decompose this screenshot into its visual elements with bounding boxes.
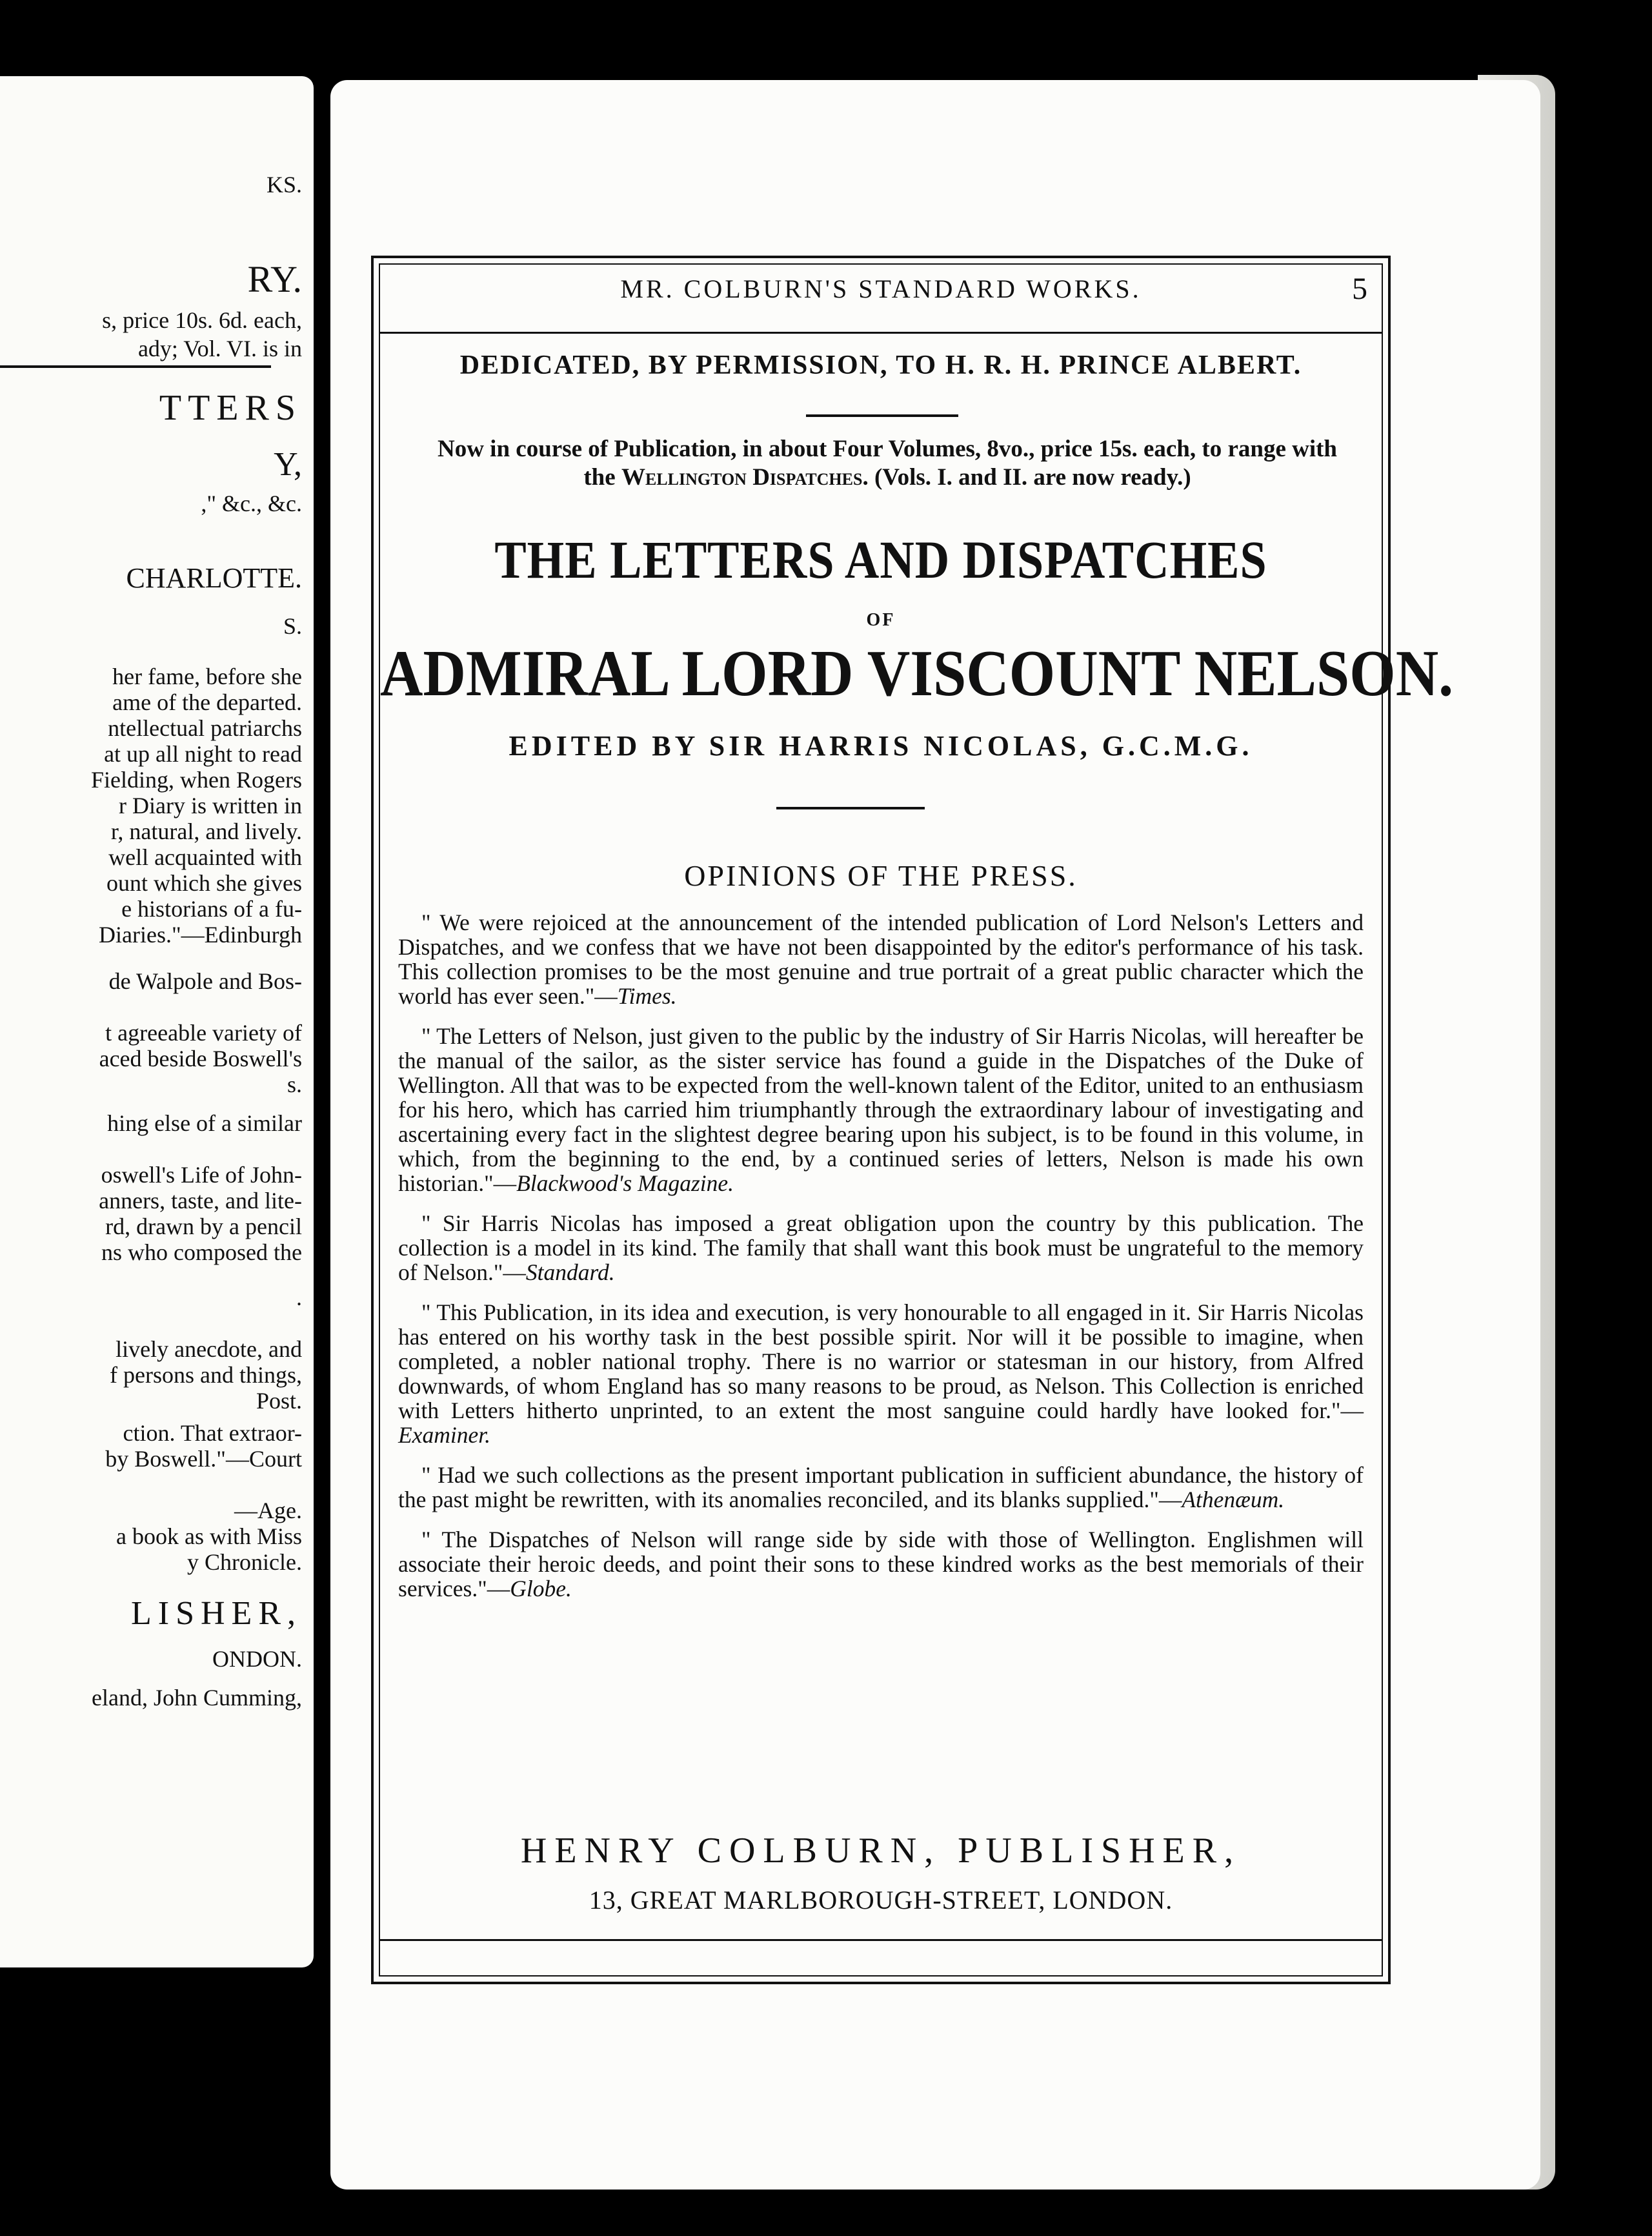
page-frame-inner [379,263,1454,1977]
bottom-rule [380,1939,1382,1941]
review-source: Globe. [510,1576,572,1601]
left-page-line: aced beside Boswell's [99,1046,302,1072]
left-page-line: e historians of a fu- [121,896,302,922]
left-page-line: eland, John Cumming, [92,1685,302,1711]
left-page-line: ady; Vol. VI. is in [137,336,302,361]
left-page-line: by Boswell."—Court [105,1446,302,1472]
review-source: Times. [617,983,677,1009]
left-page-line: —Age. [234,1498,302,1523]
left-page-line: at up all night to read [104,741,302,767]
review-examiner [398,1300,1364,1447]
review-source: Examiner. [398,1422,490,1448]
left-page-line: CHARLOTTE. [126,562,302,594]
left-page-rule [0,365,271,368]
left-page-line: s. [287,1072,302,1097]
left-page-line: hing else of a similar [107,1110,302,1136]
left-page-line: anners, taste, and lite- [99,1188,302,1214]
left-page-line: r, natural, and lively. [110,818,302,844]
review-standard [398,1211,1364,1285]
left-page-line: ONDON. [212,1646,302,1672]
divider-rule-middle [776,807,925,809]
left-page-line: a book as with Miss [116,1523,302,1549]
left-page-line: ntellectual patriarchs [108,715,302,741]
left-page-line: RY. [247,258,302,300]
book-title-line1: THE LETTERS AND DISPATCHES [494,531,1267,590]
left-page-line: t agreeable variety of [105,1020,302,1046]
review-source: Blackwood's Magazine. [516,1170,734,1196]
press-heading: OPINIONS OF THE PRESS. [684,859,1078,892]
publisher-name: HENRY COLBURN, PUBLISHER, [520,1831,1242,1871]
left-page-line: oswell's Life of John- [101,1162,302,1188]
left-page-line: Diaries."—Edinburgh [99,922,302,948]
left-page-line: her fame, before she [112,664,302,689]
review-blackwoods [398,1024,1364,1195]
left-page-line: ns who composed the [101,1239,302,1265]
editor-line: EDITED BY SIR HARRIS NICOLAS, G.C.M.G. [509,730,1253,762]
book-title-line2: ADMIRAL LORD VISCOUNT NELSON. [380,636,1454,710]
publication-note [419,435,1356,492]
publisher-address: 13, GREAT MARLBOROUGH-STREET, LONDON. [589,1885,1173,1915]
review-text: " The Dispatches of Nelson will range side by side with those of Wellington. Englishmen will associate their heroic deeds, and point their sons to these kindred works as the best memorials of their services."— [398,1527,1364,1601]
left-page-line: s, price 10s. 6d. each, [102,307,302,333]
review-text: " Had we such collections as the present important publication in sufficient abundance, the history of the past might be rewritten, with its anomalies reconciled, and its blanks supplied."— [398,1462,1364,1512]
left-page-line: Post. [256,1388,302,1414]
left-page-line: rd, drawn by a pencil [105,1214,302,1239]
left-page-line: ction. That extraor- [123,1420,302,1446]
press-reviews [398,910,1364,1616]
left-page-line: Y, [274,446,302,483]
page-frame [371,256,1454,1984]
left-page-line: r Diary is written in [119,793,302,818]
review-times [398,910,1364,1008]
left-page-line: de Walpole and Bos- [108,968,302,994]
left-page-fragment [0,76,314,1967]
left-page-line: TTERS [159,388,302,428]
left-page-line: . [296,1285,302,1310]
left-page-line: well acquainted with [108,844,302,870]
review-source: Athenæum. [1182,1487,1285,1512]
review-source: Standard. [525,1259,615,1285]
header-rule [380,332,1382,334]
left-page-line: lively anecdote, and [116,1336,302,1362]
review-athenaeum [398,1463,1364,1512]
review-text: " This Publication, in its idea and execution, is very honourable to all engaged in it. Sir Harris Nicolas has entered on his worthy task in the best possible spirit. Nor will it be possible to imagine, when completed, a nobler national trophy. There is no warrior or statesman in our history, from Alfred downwards, of whom England has so many reasons to be proud, as Nelson. This Collection is enriched with Letters hitherto unprinted, to an extent the most sanguine could hardly have looked for."— [398,1299,1364,1423]
dedication: DEDICATED, BY PERMISSION, TO H. R. H. PRINCE ALBERT. [459,351,1302,380]
review-globe [398,1527,1364,1601]
left-page-line: f persons and things, [110,1362,302,1388]
book-title-of: OF [866,610,896,630]
left-page-line: LISHER, [131,1595,302,1632]
left-page-line: ," &c., &c. [201,491,302,516]
page-number: 5 [1352,272,1367,306]
review-text: " We were rejoiced at the announcement of the intended publication of Lord Nelson's Letters and Dispatches, and we confess that we have not been disappointed by the editor's performance of his task. This collection promises to be the most genuine and true portrait of a great public character which the world has ever seen."— [398,910,1364,1009]
left-page-line: KS. [266,172,302,198]
left-page-line: S. [283,613,302,639]
left-page-line: y Chronicle. [187,1549,302,1575]
left-page-line: ame of the departed. [112,689,302,715]
publication-note-status: (Vols. I. and II. are now ready.) [874,464,1191,491]
divider-rule-top [806,414,958,417]
publication-note-text: Now in course of Publication, in about Four Volumes, 8vo., price 15s. each, to range with the [437,436,1338,491]
left-page-line: ount which she gives [106,870,302,896]
publication-note-small-caps: Wellington Dispatches. [621,464,869,491]
review-text: " Sir Harris Nicolas has imposed a great obligation upon the country by this publication. The collection is a model in its kind. The family that shall want this book must be ungrateful to the memory of Nelson."— [398,1210,1364,1285]
left-page-line: Fielding, when Rogers [91,767,302,793]
review-text: " The Letters of Nelson, just given to the public by the industry of Sir Harris Nicolas, will hereafter be the manual of the sailor, as the sister service has found a guide in the Dispatches of the Duke of Wellington. All that was to be expected from the well-known talent of the Editor, united to an enthusiasm for his hero, which has carried him triumphantly through the extraordinary labour of investigating and ascertaining every fact in the slightest degree bearing upon his subject, is to be found in this volume, in which, from the beginning to the end, by a continued series of letters, Nelson is made his own historian."— [398,1023,1364,1196]
running-head: MR. COLBURN'S STANDARD WORKS. [620,274,1142,303]
